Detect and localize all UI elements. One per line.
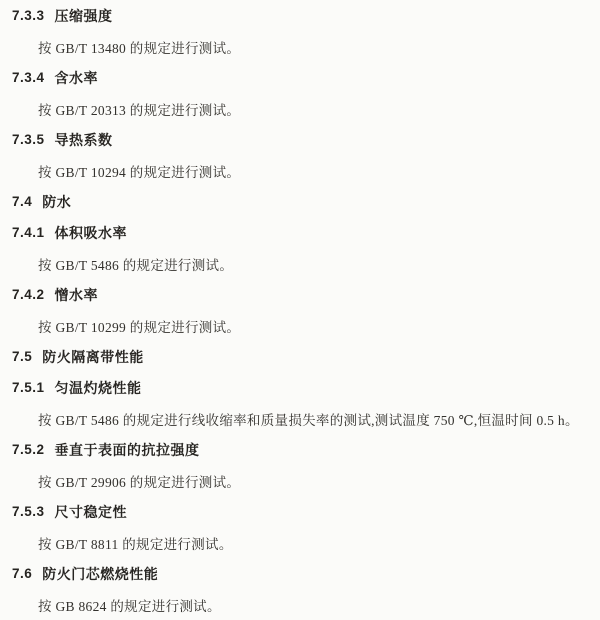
section-number: 7.4.1 <box>12 225 45 240</box>
paragraph-text: 按 GB/T 20313 的规定进行测试。 <box>38 102 241 118</box>
section-title: 体积吸水率 <box>54 224 128 241</box>
paragraph-text: 按 GB 8624 的规定进行测试。 <box>38 598 221 614</box>
paragraph <box>0 155 600 186</box>
paragraph-text: 按 GB/T 10299 的规定进行测试。 <box>38 319 241 335</box>
section-heading <box>0 0 600 31</box>
section-number: 7.4.2 <box>12 287 45 302</box>
section-number: 7.5.1 <box>12 380 45 395</box>
section-heading <box>0 62 600 93</box>
paragraph <box>0 527 600 558</box>
paragraph-text: 按 GB/T 10294 的规定进行测试。 <box>38 164 241 180</box>
section-title: 匀温灼烧性能 <box>54 379 142 396</box>
section-number: 7.4 <box>12 194 33 209</box>
section-title: 防火隔离带性能 <box>42 348 144 365</box>
paragraph <box>0 248 600 279</box>
section-number: 7.3.5 <box>12 132 45 147</box>
section-heading <box>0 186 600 217</box>
section-heading <box>0 279 600 310</box>
section-heading <box>0 341 600 372</box>
section-title: 垂直于表面的抗拉强度 <box>54 441 200 458</box>
section-number: 7.3.4 <box>12 70 45 85</box>
paragraph <box>0 31 600 62</box>
paragraph-text: 按 GB/T 29906 的规定进行测试。 <box>38 474 241 490</box>
section-number: 7.6 <box>12 566 33 581</box>
section-heading <box>0 434 600 465</box>
section-title: 尺寸稳定性 <box>54 503 128 520</box>
section-heading <box>0 217 600 248</box>
paragraph <box>0 310 600 341</box>
paragraph-text: 按 GB/T 8811 的规定进行测试。 <box>38 536 233 552</box>
section-title: 防火门芯燃烧性能 <box>42 565 159 582</box>
section-title: 含水率 <box>54 69 99 86</box>
paragraph-text: 按 GB/T 5486 的规定进行测试。 <box>38 257 234 273</box>
section-number: 7.5.3 <box>12 504 45 519</box>
section-number: 7.5.2 <box>12 442 45 457</box>
paragraph <box>0 465 600 496</box>
paragraph-text: 按 GB/T 13480 的规定进行测试。 <box>38 40 241 56</box>
section-number: 7.3.3 <box>12 8 45 23</box>
section-title: 憎水率 <box>54 286 99 303</box>
section-title: 防水 <box>42 193 72 210</box>
paragraph-text: 按 GB/T 5486 的规定进行线收缩率和质量损失率的测试,测试温度 750 ℃,恒温时间 0.5 h。 <box>38 412 579 428</box>
section-heading <box>0 496 600 527</box>
section-number: 7.5 <box>12 349 33 364</box>
paragraph <box>0 403 600 434</box>
section-heading <box>0 124 600 155</box>
section-title: 压缩强度 <box>54 7 113 24</box>
paragraph <box>0 93 600 124</box>
paragraph <box>0 589 600 620</box>
section-title: 导热系数 <box>54 131 113 148</box>
section-heading <box>0 558 600 589</box>
section-heading <box>0 372 600 403</box>
